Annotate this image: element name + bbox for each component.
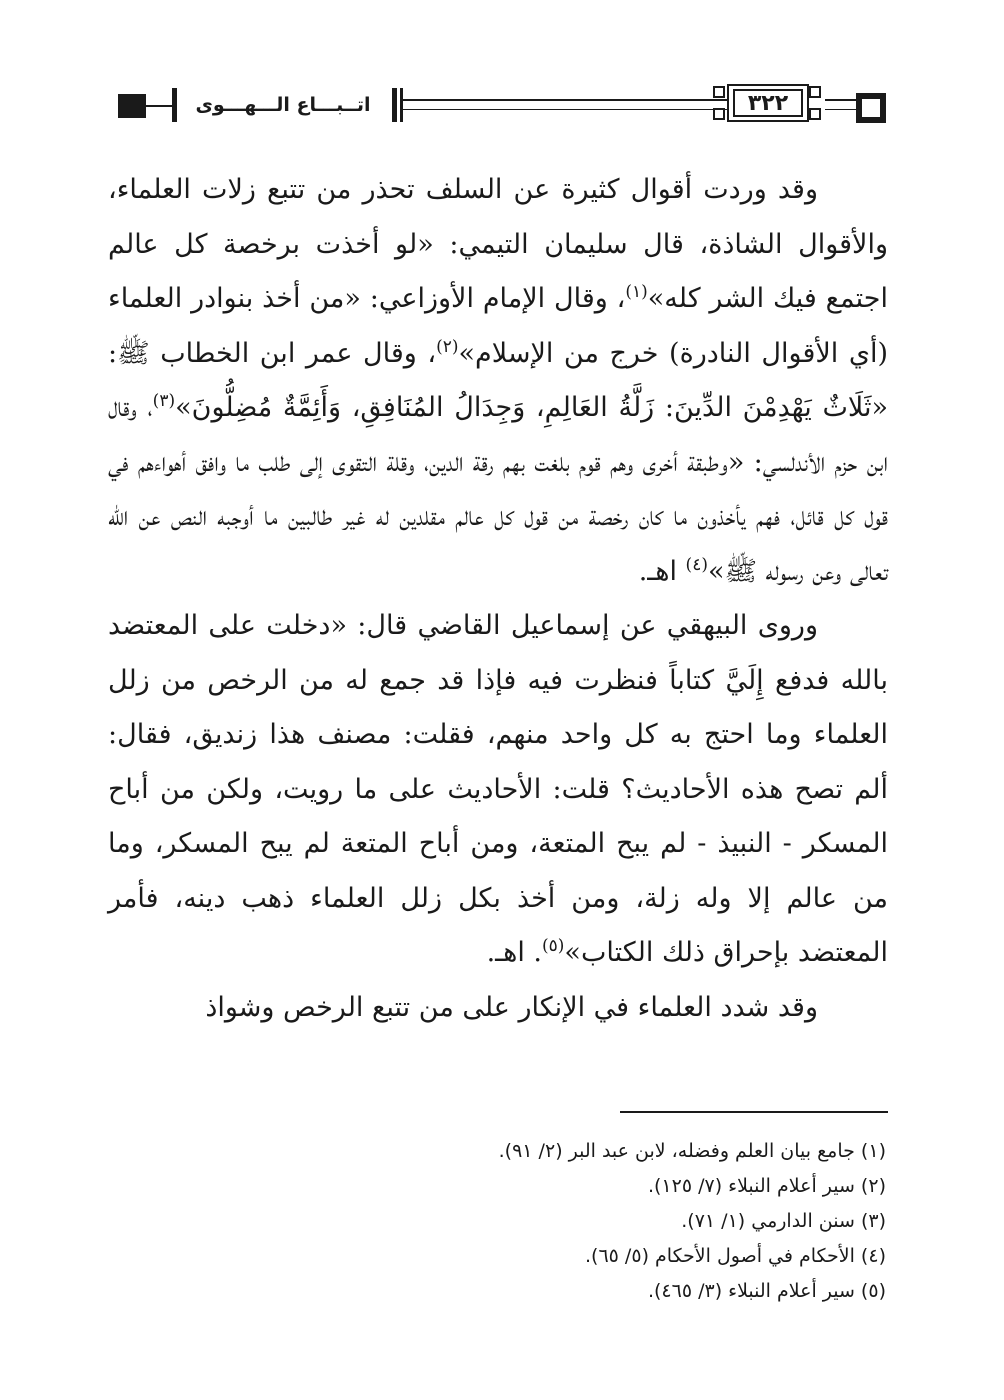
footnote-5: (٥) سير أعلام النبلاء (٣/ ٤٦٥). — [647, 1280, 886, 1302]
footnote-ref-4: (٤) — [685, 554, 708, 575]
header-rule-bottom — [403, 109, 727, 110]
page-number: ٣٢٢ — [733, 89, 803, 117]
main-text — [108, 163, 888, 1035]
book-title: اتــبـــاع الـــهـــوى — [195, 94, 371, 116]
footnote-4: (٤) الأحكام في أصول الأحكام (٥/ ٦٥). — [585, 1245, 886, 1267]
footnotes — [286, 1134, 886, 1309]
footnote-separator — [620, 1111, 888, 1113]
paragraph-3: وقد شدد العلماء في الإنكار على من تتبع الرخص وشواذ — [205, 991, 818, 1023]
footnote-ref-3: (٣) — [152, 391, 176, 411]
footnote-ref-2: (٢) — [436, 336, 459, 357]
header-left-block-ornament — [118, 94, 146, 118]
footnote-3: (٣) سنن الدارمي (١/ ٧١). — [681, 1210, 886, 1232]
footnote-ref-5: (٥) — [542, 936, 565, 956]
paragraph-2: وروى البيهقي عن إسماعيل القاضي قال: «دخلت على المعتضد بالله فدفع إِلَيَّ كتاباً فنظرت فيه فإذا قد جمع له من الرخص من زلل العلماء وما احتج به كل واحد منهم، فقلت: مصنف هذا زنديق، فقال: ألم تصح هذه الأحاديث؟ قلت: الأحاديث على ما رويت، ولكن من أباح المسكر - النبيذ - لم يبح المتعة، ومن أباح المتعة لم يبح المسكر، وما من عالم إلا وله زلة، ومن أخذ بكل زلل العلماء ذهب دينه، فأمر المعتضد بإحراق ذلك الكتاب»$^{(٥)}$. اهـ. — [108, 610, 888, 968]
header-rule-top — [403, 99, 727, 101]
footnote-1: (١) جامع بيان العلم وفضله، لابن عبد البر (٢/ ٩١). — [498, 1140, 886, 1162]
footnote-2: (٢) سير أعلام النبلاء (٧/ ١٢٥). — [647, 1175, 886, 1197]
footnote-ref-1: (١) — [625, 282, 648, 302]
header-right-square-ornament — [856, 93, 886, 123]
page-number-frame — [713, 84, 825, 124]
paragraph-1: وقد وردت أقوال كثيرة عن السلف تحذر من تتبع زلات العلماء، والأقوال الشاذة، قال سليمان التيمي: «لو أخذت برخصة كل عالم اجتمع فيك الشر كله»$^{(١)}$، وقال الإمام الأوزاعي: «من أخذ بنوادر العلماء (أي الأقوال النادرة) خرج من الإسلام»$^{(٢)}$، وقال عمر ابن الخطاب ﷺ: «ثَلَاثٌ يَهْدِمْنَ الدِّينَ: زَلَّةُ العَالِمِ، وَجِدَالُ المُنَافِقِ، وَأَئِمَّةٌ مُضِلُّونَ»$^{(٣)}$، وقال ابن حزم الأندلسي: «وطبقة أخرى وهم قوم بلغت بهم رقة الدين، وقلة التقوى إلى طلب ما وافق أهواءهم في قول كل قائل، فهم يأخذون ما كان رخصة من قول كل عالم مقلدين له غير طالبين ما أوجبه النص عن الله تعالى وعن رسوله ﷺ»$^{(٤)}$ اهـ. — [108, 174, 889, 587]
running-header — [118, 82, 886, 128]
